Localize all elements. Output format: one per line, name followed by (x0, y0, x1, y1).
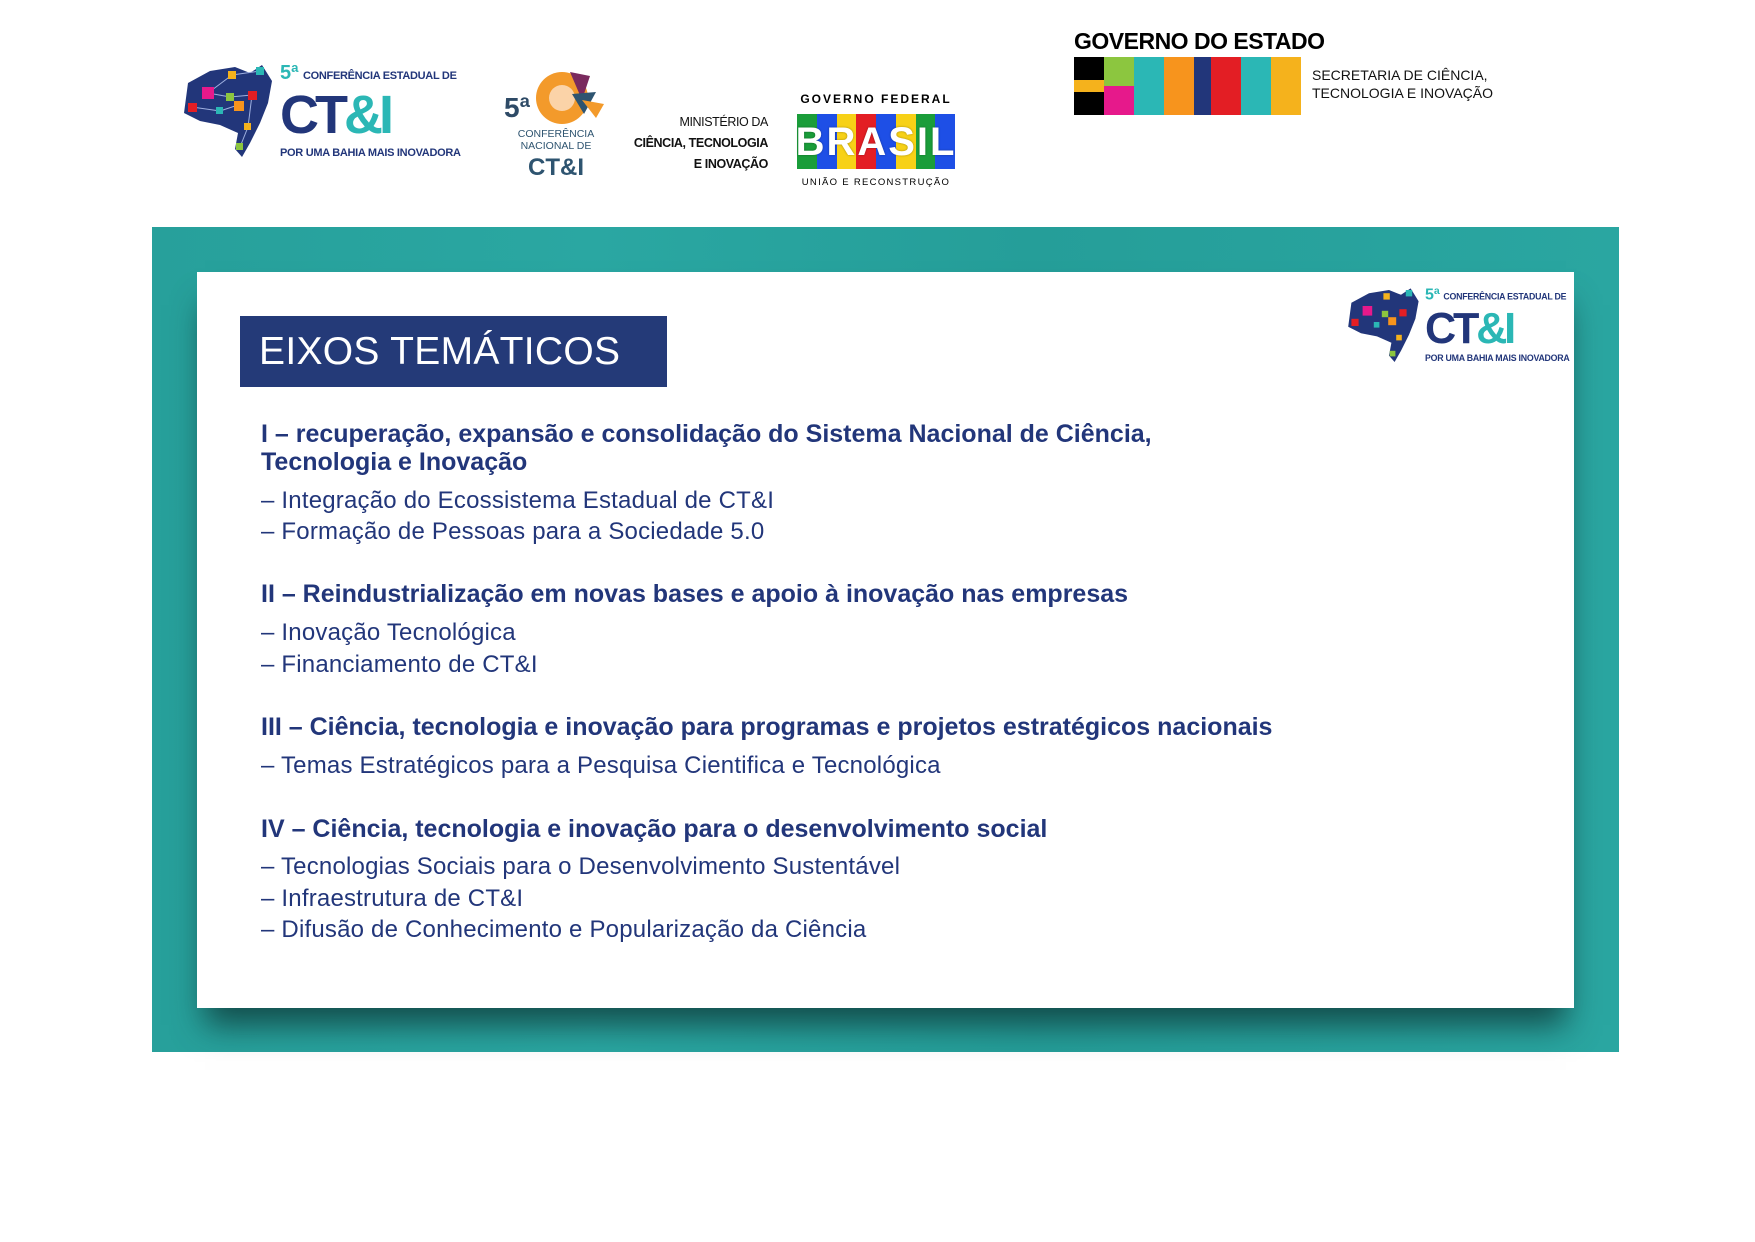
head-graphic-icon (526, 70, 606, 130)
ministry-line: CIÊNCIA, TECNOLOGIA (633, 136, 768, 150)
axis-heading-line: Tecnologia e Inovação (261, 448, 528, 476)
ordinal: 5ª (280, 62, 299, 84)
secretariat-line: SECRETARIA DE CIÊNCIA, (1312, 67, 1488, 83)
logo-tagline: POR UMA BAHIA MAIS INOVADORA (280, 147, 461, 160)
logo-line: CONFERÊNCIA ESTADUAL DE (1443, 292, 1567, 302)
brasil-word: BRASIL (795, 119, 957, 164)
axis-item: – Integração do Ecossistema Estadual de CT&I (261, 487, 775, 514)
federal-top: GOVERNO FEDERAL (800, 92, 952, 106)
logo-main: CT&I (1425, 304, 1513, 353)
ordinal: 5ª (504, 92, 530, 123)
axis-item: – Inovação Tecnológica (261, 619, 516, 646)
axis-heading: III – Ciência, tecnologia e inovação para programas e projetos estratégicos nacionais (261, 713, 1273, 741)
logo-main: CT&I (280, 85, 390, 145)
card-conference-logo (1345, 286, 1570, 365)
axis-item: – Tecnologias Sociais para o Desenvolvimento Sustentável (261, 853, 901, 880)
secretariat-line: TECNOLOGIA E INOVAÇÃO (1312, 85, 1494, 101)
axis-heading-line: I – recuperação, expansão e consolidação do Sistema Nacional de Ciência, (261, 420, 1152, 448)
axis-heading (261, 420, 1152, 476)
axis-item: – Financiamento de CT&I (261, 651, 538, 678)
axis-heading: II – Reindustrialização em novas bases e apoio à inovação nas empresas (261, 580, 1129, 608)
national-logo-text (504, 128, 608, 152)
logo-main: CT&I (528, 154, 584, 181)
state-conference-logo (180, 62, 461, 161)
axis-item: – Infraestrutura de CT&I (261, 885, 524, 912)
ministry-label (620, 112, 768, 175)
secretariat-label (1312, 66, 1493, 102)
logo-line: NACIONAL DE (520, 140, 592, 152)
logo-line: CONFERÊNCIA ESTADUAL DE (302, 70, 457, 82)
ordinal: 5ª (1425, 286, 1440, 304)
bahia-map-icon (180, 63, 280, 159)
ministry-line: MINISTÉRIO DA (679, 115, 768, 129)
bahia-wordmark (1074, 57, 1301, 115)
axis-heading: IV – Ciência, tecnologia e inovação para o desenvolvimento social (261, 815, 1048, 843)
federal-bottom: UNIÃO E RECONSTRUÇÃO (801, 177, 951, 188)
bahia-map-icon (1345, 287, 1425, 364)
logo-line: CONFERÊNCIA (517, 128, 595, 140)
axis-item: – Temas Estratégicos para a Pesquisa Cientifica e Tecnológica (261, 752, 941, 779)
brasil-wordmark (797, 114, 955, 169)
federal-government-logo (797, 92, 955, 188)
axis-item: – Formação de Pessoas para a Sociedade 5.0 (261, 518, 765, 545)
national-conference-logo (504, 70, 610, 184)
axis-item: – Difusão de Conhecimento e Popularização da Ciência (261, 916, 867, 943)
state-gov-top: GOVERNO DO ESTADO (1074, 28, 1325, 54)
ministry-line: E INOVAÇÃO (693, 157, 768, 171)
page-title: EIXOS TEMÁTICOS (240, 316, 667, 387)
state-government-logo (1074, 28, 1494, 115)
logo-tagline: POR UMA BAHIA MAIS INOVADORA (1425, 354, 1570, 364)
